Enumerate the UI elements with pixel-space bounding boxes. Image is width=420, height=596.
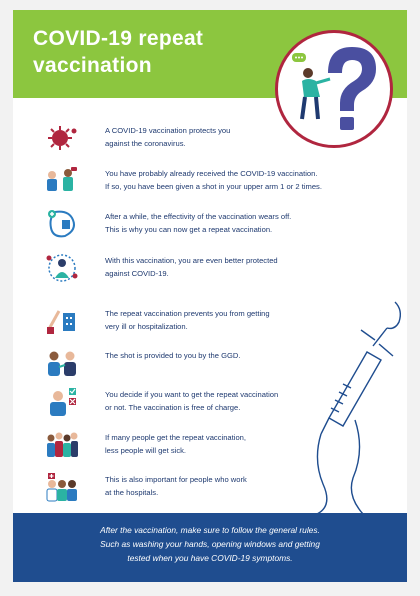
title-line-2: vaccination	[33, 54, 152, 77]
person-legs	[302, 97, 318, 119]
item-text: You have probably already received the COVID-19 vaccination. If so, you have been given a shot in your upper arm 1 or 2 times.	[105, 169, 322, 191]
flyer-page	[13, 10, 407, 582]
item-text: The shot is provided to you by the GGD.	[105, 351, 241, 360]
page-title	[33, 25, 263, 79]
decreasing-protection-icon	[45, 208, 79, 240]
footer-text: After the vaccination, make sure to follow the general rules. Such as washing your hands, opening windows and getting tested when you have COVID-19 symptoms.	[100, 525, 320, 563]
coronavirus-icon	[45, 122, 79, 154]
person-decides-icon	[45, 386, 79, 418]
item-text: After a while, the effectivity of the vaccination wears off. This is why you can now get a repeat vaccination.	[105, 212, 292, 234]
item-text: You decide if you want to get the repeat vaccination or not. The vaccination is free of charge.	[105, 390, 279, 412]
list-item	[43, 123, 383, 153]
syringe-line-drawing	[303, 300, 407, 514]
question-mark-icon	[328, 47, 376, 111]
item-text: With this vaccination, you are even better protected against COVID-19.	[105, 256, 278, 278]
item-text: The repeat vaccination prevents you from getting very ill or hospitalization.	[105, 309, 270, 331]
list-item	[43, 209, 383, 239]
item-text: If many people get the repeat vaccination, less people will get sick.	[105, 433, 246, 455]
list-item	[43, 166, 383, 196]
footer-banner	[13, 513, 407, 582]
list-item	[43, 253, 383, 283]
title-line-1: COVID-19 repeat	[33, 27, 204, 50]
nurse-giving-shot-icon	[45, 347, 79, 379]
item-text: This is also important for people who work at the hospitals.	[105, 475, 247, 497]
hospital-syringe-icon	[45, 305, 79, 337]
item-text: A COVID-19 vaccination protects you against the coronavirus.	[105, 126, 231, 148]
hospital-workers-icon	[45, 471, 79, 503]
protected-person-icon	[45, 252, 79, 284]
person-arm	[316, 79, 330, 83]
person-vaccinated-arm-icon	[45, 165, 79, 197]
group-of-people-icon	[45, 429, 79, 461]
person-head	[303, 68, 313, 78]
